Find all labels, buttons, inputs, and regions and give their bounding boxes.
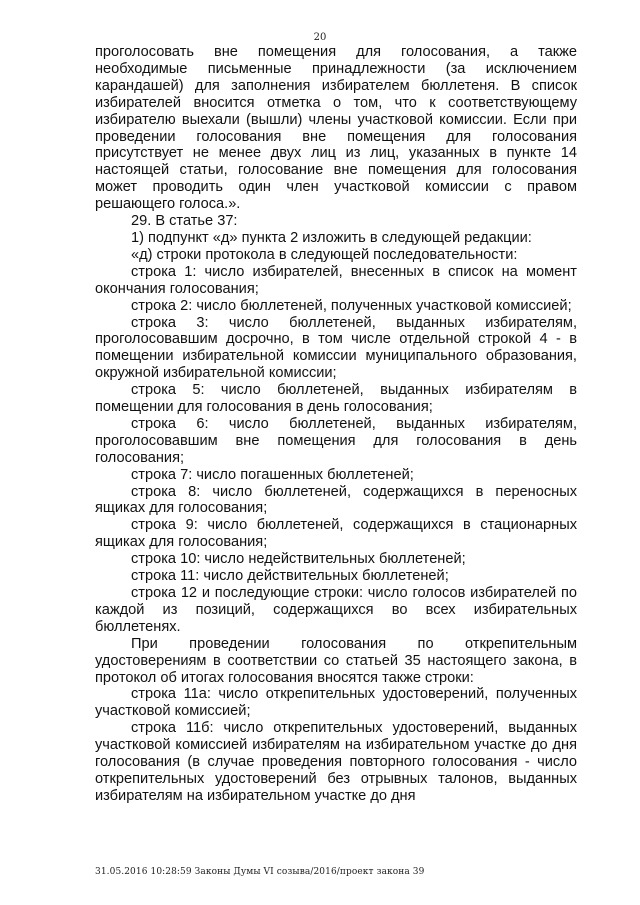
paragraph: строка 5: число бюллетеней, выданных избирателям в помещении для голосования в день голосования; <box>95 382 577 416</box>
paragraph: проголосовать вне помещения для голосования, а также необходимые письменные принадлежности (за исключением карандашей) для заполнения избирателем бюллетеня. В список избирателей вносится отметка о том, что к соответствующему избирателю выехали (вышли) члены участковой комиссии. Если при проведении голосования вне помещения для голосования присутствует не менее двух лиц из лиц, указанных в пункте 14 настоящей статьи, голосование вне помещения для голосования может проводить один член участковой комиссии с правом решающего голоса.». <box>95 44 577 213</box>
paragraph: При проведении голосования по открепительным удостоверениям в соответствии со статьей 35 настоящего закона, в протокол об итогах голосования вносятся также строки: <box>95 635 577 686</box>
paragraph: 29. В статье 37: <box>131 213 238 230</box>
paragraph: строка 2: число бюллетеней, полученных участковой комиссией; <box>131 297 572 314</box>
paragraph: строка 12 и последующие строки: число голосов избирателей по каждой из позиций, содержащихся во всех избирательных бюллетенях. <box>95 585 577 635</box>
paragraph: строка 11: число действительных бюллетеней; <box>131 568 449 585</box>
document-body <box>95 44 577 805</box>
paragraph: «д) строки протокола в следующей последовательности: <box>131 246 518 263</box>
paragraph: строка 7: число погашенных бюллетеней; <box>131 466 414 483</box>
paragraph: строка 11б: число открепительных удостоверений, выданных участковой комиссией избирателям на избирательном участке до дня голосования (в случае проведения повторного голосования - число открепительных удостоверений без отрывных талонов, выданных избирателям на избирательном участке до дня <box>95 720 577 804</box>
paragraph: строка 8: число бюллетеней, содержащихся в переносных ящиках для голосования; <box>95 483 577 517</box>
paragraph: 1) подпункт «д» пункта 2 изложить в следующей редакции: <box>131 229 532 246</box>
footer-file-path: 31.05.2016 10:28:59 Законы Думы VI созыва/2016/проект закона 39 <box>95 867 425 877</box>
paragraph: строка 11а: число открепительных удостоверений, полученных участковой комиссией; <box>95 686 577 720</box>
page-number: 20 <box>313 32 327 43</box>
paragraph: строка 9: число бюллетеней, содержащихся в стационарных ящиках для голосования; <box>95 517 577 551</box>
paragraph: строка 3: число бюллетеней, выданных избирателям, проголосовавшим досрочно, в том числе отдельной строкой 4 - в помещении избирательной комиссии муниципального образования, окружной избирательной комиссии; <box>95 314 577 382</box>
paragraph: строка 10: число недействительных бюллетеней; <box>131 551 466 568</box>
paragraph: строка 6: число бюллетеней, выданных избирателям, проголосовавшим вне помещения для голосования в день голосования; <box>95 415 577 466</box>
paragraph: строка 1: число избирателей, внесенных в список на момент окончания голосования; <box>95 263 577 297</box>
